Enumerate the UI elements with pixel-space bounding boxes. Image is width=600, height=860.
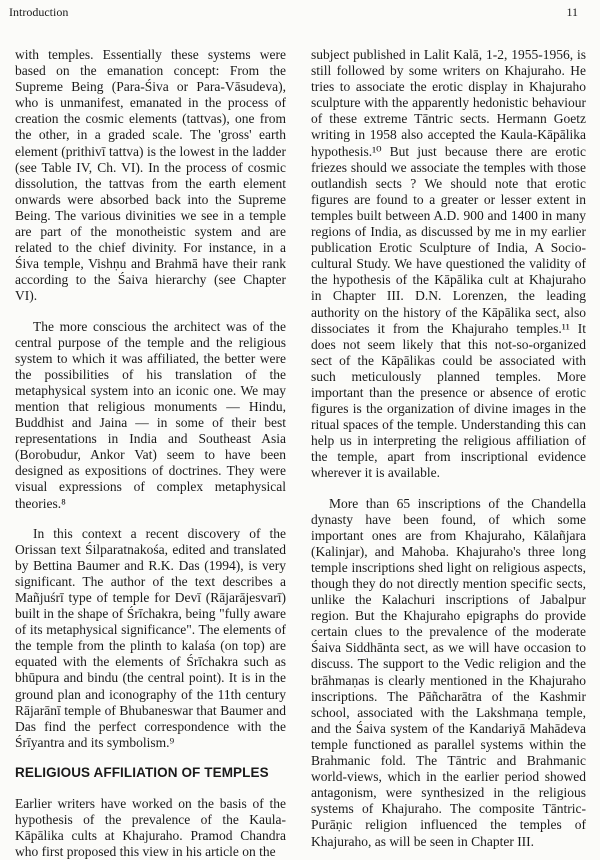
left-column xyxy=(15,47,286,860)
paragraph: Earlier writers have worked on the basis of the hypothesis of the prevalence of the Kaula-Kāpālika cults at Khajuraho. Pramod Chandra who first proposed this view in his article on the xyxy=(15,796,286,860)
paragraph: with temples. Essentially these systems were based on the emanation concept: From the Supreme Being (Para-Śiva or Para-Vāsudeva), who is unmanifest, emanated in the process of creation the cosmic elements (tattvas), one from the other, in a graded scale. The 'gross' earth element (prithivī tattva) is the lowest in the ladder (see Table IV, Ch. VI). In the process of cosmic dissolution, the tattvas from the earth element onwards were absorbed back into the Supreme Being. The various divinities we see in a temple are part of the monotheistic system and are related to the chief divinity. For instance, in a Śiva temple, Vishṇu and Brahmā have their rank according to the Śaiva hierarchy (see Chapter VI). xyxy=(15,47,286,304)
section-heading: RELIGIOUS AFFILIATION OF TEMPLES xyxy=(15,764,269,780)
running-head-title: Introduction xyxy=(9,5,69,19)
page-number: 11 xyxy=(566,5,578,19)
paragraph: The more conscious the architect was of the central purpose of the temple and the religious system to which it was affiliated, the better were the possibilities of his translation of the metaphysical system into an iconic one. We may mention that religious monuments — Hindu, Buddhist and Jaina — in some of their best representations in India and Southeast Asia (Borobudur, Ankor Vat) seem to have been designed as expositions of doctrines. They were visual expressions of complex metaphysical theories.⁸ xyxy=(15,318,286,511)
right-column xyxy=(311,47,586,849)
paragraph: subject published in Lalit Kalā, 1-2, 1955-1956, is still followed by some writers on Khajuraho. He tries to associate the erotic display in Khajuraho sculpture with the apparently hedonistic behaviour of these extreme Tāntric sects. Hermann Goetz writing in 1958 also accepted the Kaula-Kāpālika hypothesis.¹⁰ But just because there are erotic friezes should we associate the temples with those outlandish sects ? We should note that erotic figures are found to a greater or lesser extent in temples built between A.D. 900 and 1400 in many regions of India, as discussed by me in my earlier publication Erotic Sculpture of India, A Socio-cultural Study. We have questioned the validity of the hypothesis of the Kāpālika cult at Khajuraho in Chapter III. D.N. Lorenzen, the leading authority on the history of the Kāpālika sect, also dissociates it from the Khajuraho temples.¹¹ It does not seem likely that this not-so-organized sect of the Kāpālikas could be associated with such meticulously planned temples. More important than the presence or absence of erotic figures is the organization of divine images in the ritual spaces of the temple. Understanding this can help us in interpreting the religious affiliation of the temple, apart from inscriptional evidence wherever it is available. xyxy=(311,47,586,481)
paragraph: More than 65 inscriptions of the Chandella dynasty have been found, of which some important ones are from Khajuraho, Kālañjara (Kalinjar), and Mahoba. Khajuraho's three long temple inscriptions shed light on religious aspects, though they do not directly mention specific sects, unlike the Kalachuri inscriptions of Jabalpur region. But the Khajuraho epigraphs do provide certain clues to the prevalence of the moderate Śaiva Siddhānta sect, as we will have occasion to discuss. The support to the Vedic religion and the brāhmaṇas is clearly mentioned in the Khajuraho inscriptions. The Pāñcharātra of the Kashmir school, associated with the Lakshmaṇa temple, and the Śaiva system of the Kandariyā Mahādeva temple functioned as parallel systems within the Brahmanic fold. The Tāntric and Brahmanic world-views, which in the earlier period showed antagonism, were synthesized in the religious systems of Khajuraho. The composite Tāntric-Purāṇic religion influenced the temples of Khajuraho, as will be seen in Chapter III. xyxy=(311,495,586,849)
paragraph: In this context a recent discovery of the Orissan text Śilparatnakośa, edited and translated by Bettina Baumer and R.K. Das (1994), is very significant. The author of the text describes a Mañjuśrī type of temple for Devī (Rājarājesvarī) built in the shape of Śrīchakra, being "fully aware of its metaphysical significance". The elements of the temple from the plinth to kalaśa (on top) are equated with the elements of Śrīchakra such as bhūpura and bindu (the central point). It is in the ground plan and iconography of the 11th century Rājarānī temple of Bhubaneswar that Baumer and Das find the perfect correspondence with the Śrīyantra and its symbolism.⁹ xyxy=(15,525,286,750)
running-head xyxy=(9,5,578,21)
